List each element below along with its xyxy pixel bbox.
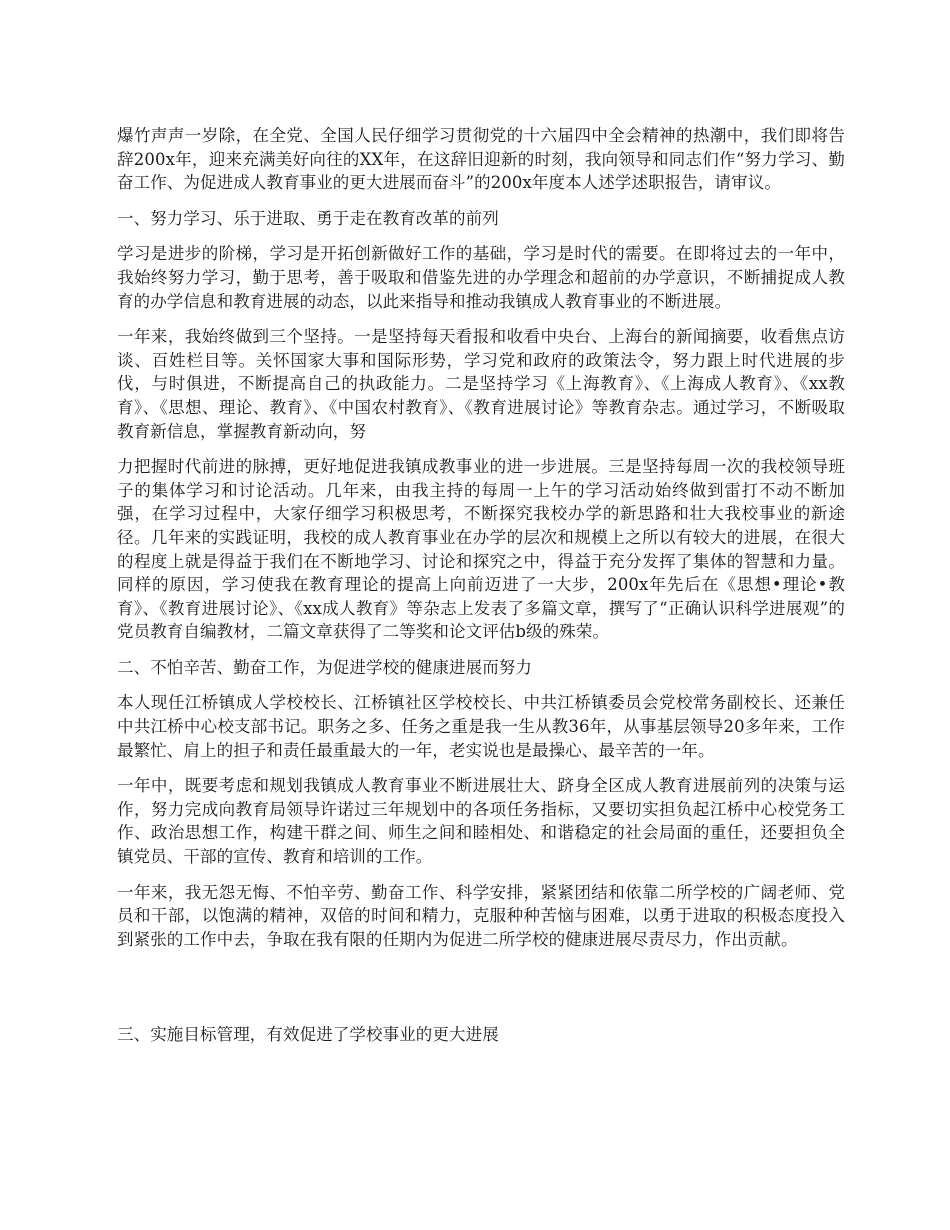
- body-paragraph: 一年中，既要考虑和规划我镇成人教育事业不断进展壮大、跻身全区成人教育进展前列的决策与运作，努力完成向教育局领导许诺过三年规划中的各项任务指标，又要切实担负起江桥中心校党务工作、政治思想工作，构建干群之间、师生之间和睦相处、和谐稳定的社会局面的重任，还要担负全镇党员、干部的宣传、教育和培训的工作。: [117, 776, 845, 867]
- body-paragraph: 学习是进步的阶梯，学习是开拓创新做好工作的基础，学习是时代的需要。在即将过去的一年中，我始终努力学习，勤于思考，善于吸取和借鉴先进的办学理念和超前的办学意识，不断捕捉成人教育的办学信息和教育进展的动态，以此来指导和推动我镇成人教育事业的不断进展。: [117, 244, 845, 311]
- body-paragraph: 力把握时代前进的脉搏，更好地促进我镇成教事业的进一步进展。三是坚持每周一次的我校领导班子的集体学习和讨论活动。几年来，由我主持的每周一上午的学习活动始终做到雷打不动不断加强，在学习过程中，大家仔细学习积极思考，不断探究我校办学的新思路和壮大我校事业的新途径。几年来的实践证明，我校的成人教育事业在办学的层次和规模上之所以有较大的进展，在很大的程度上就是得益于我们在不断地学习、讨论和探究之中，得益于充分发挥了集体的智慧和力量。同样的原因，学习使我在教育理论的提高上向前迈进了一大步，200x年先后在《思想•理论•教育》、《教育进展讨论》、《xx成人教育》等杂志上发表了多篇文章，撰写了“正确认识科学进展观”的党员教育自编教材，二篇文章获得了二等奖和论文评估b级的殊荣。: [117, 457, 845, 642]
- section-heading-2: 二、不怕辛苦、勤奋工作，为促进学校的健康进展而努力: [117, 657, 532, 677]
- section-heading-1: 一、努力学习、乐于进取、勇于走在教育改革的前列: [117, 208, 499, 228]
- intro-paragraph: 爆竹声声一岁除，在全党、全国人民仔细学习贯彻党的十六届四中全会精神的热潮中，我们即将告辞200x年，迎来充满美好向往的XX年，在这辞旧迎新的时刻，我向领导和同志们作“努力学习、勤奋工作、为促进成人教育事业的更大进展而奋斗”的200x年度本人述学述职报告，请审议。: [117, 126, 845, 193]
- section-heading-3: 三、实施目标管理，有效促进了学校事业的更大进展: [117, 1025, 499, 1045]
- body-paragraph: 一年来，我无怨无悔、不怕辛劳、勤奋工作、科学安排，紧紧团结和依靠二所学校的广阔老师、党员和干部，以饱满的精神，双倍的时间和精力，克服种种苦恼与困难，以勇于进取的积极态度投入到紧张的工作中去，争取在我有限的任期内为促进二所学校的健康进展尽责尽力，作出贡献。: [117, 882, 845, 949]
- body-paragraph: 本人现任江桥镇成人学校校长、江桥镇社区学校校长、中共江桥镇委员会党校常务副校长、还兼任中共江桥中心校支部书记。职务之多、任务之重是我一生从教36年，从事基层领导20多年来，工作最繁忙、肩上的担子和责任最重最大的一年，老实说也是最操心、最辛苦的一年。: [117, 693, 845, 760]
- document-body: [117, 124, 845, 1047]
- body-paragraph: 一年来，我始终做到三个坚持。一是坚持每天看报和收看中央台、上海台的新闻摘要，收看焦点访谈、百姓栏目等。关怀国家大事和国际形势，学习党和政府的政策法令，努力跟上时代进展的步伐，与时俱进，不断提高自己的执政能力。二是坚持学习《上海教育》、《上海成人教育》、《xx教育》、《思想、理论、教育》、《中国农村教育》、《教育进展讨论》等教育杂志。通过学习，不断吸取教育新信息，掌握教育新动向，努: [117, 327, 845, 441]
